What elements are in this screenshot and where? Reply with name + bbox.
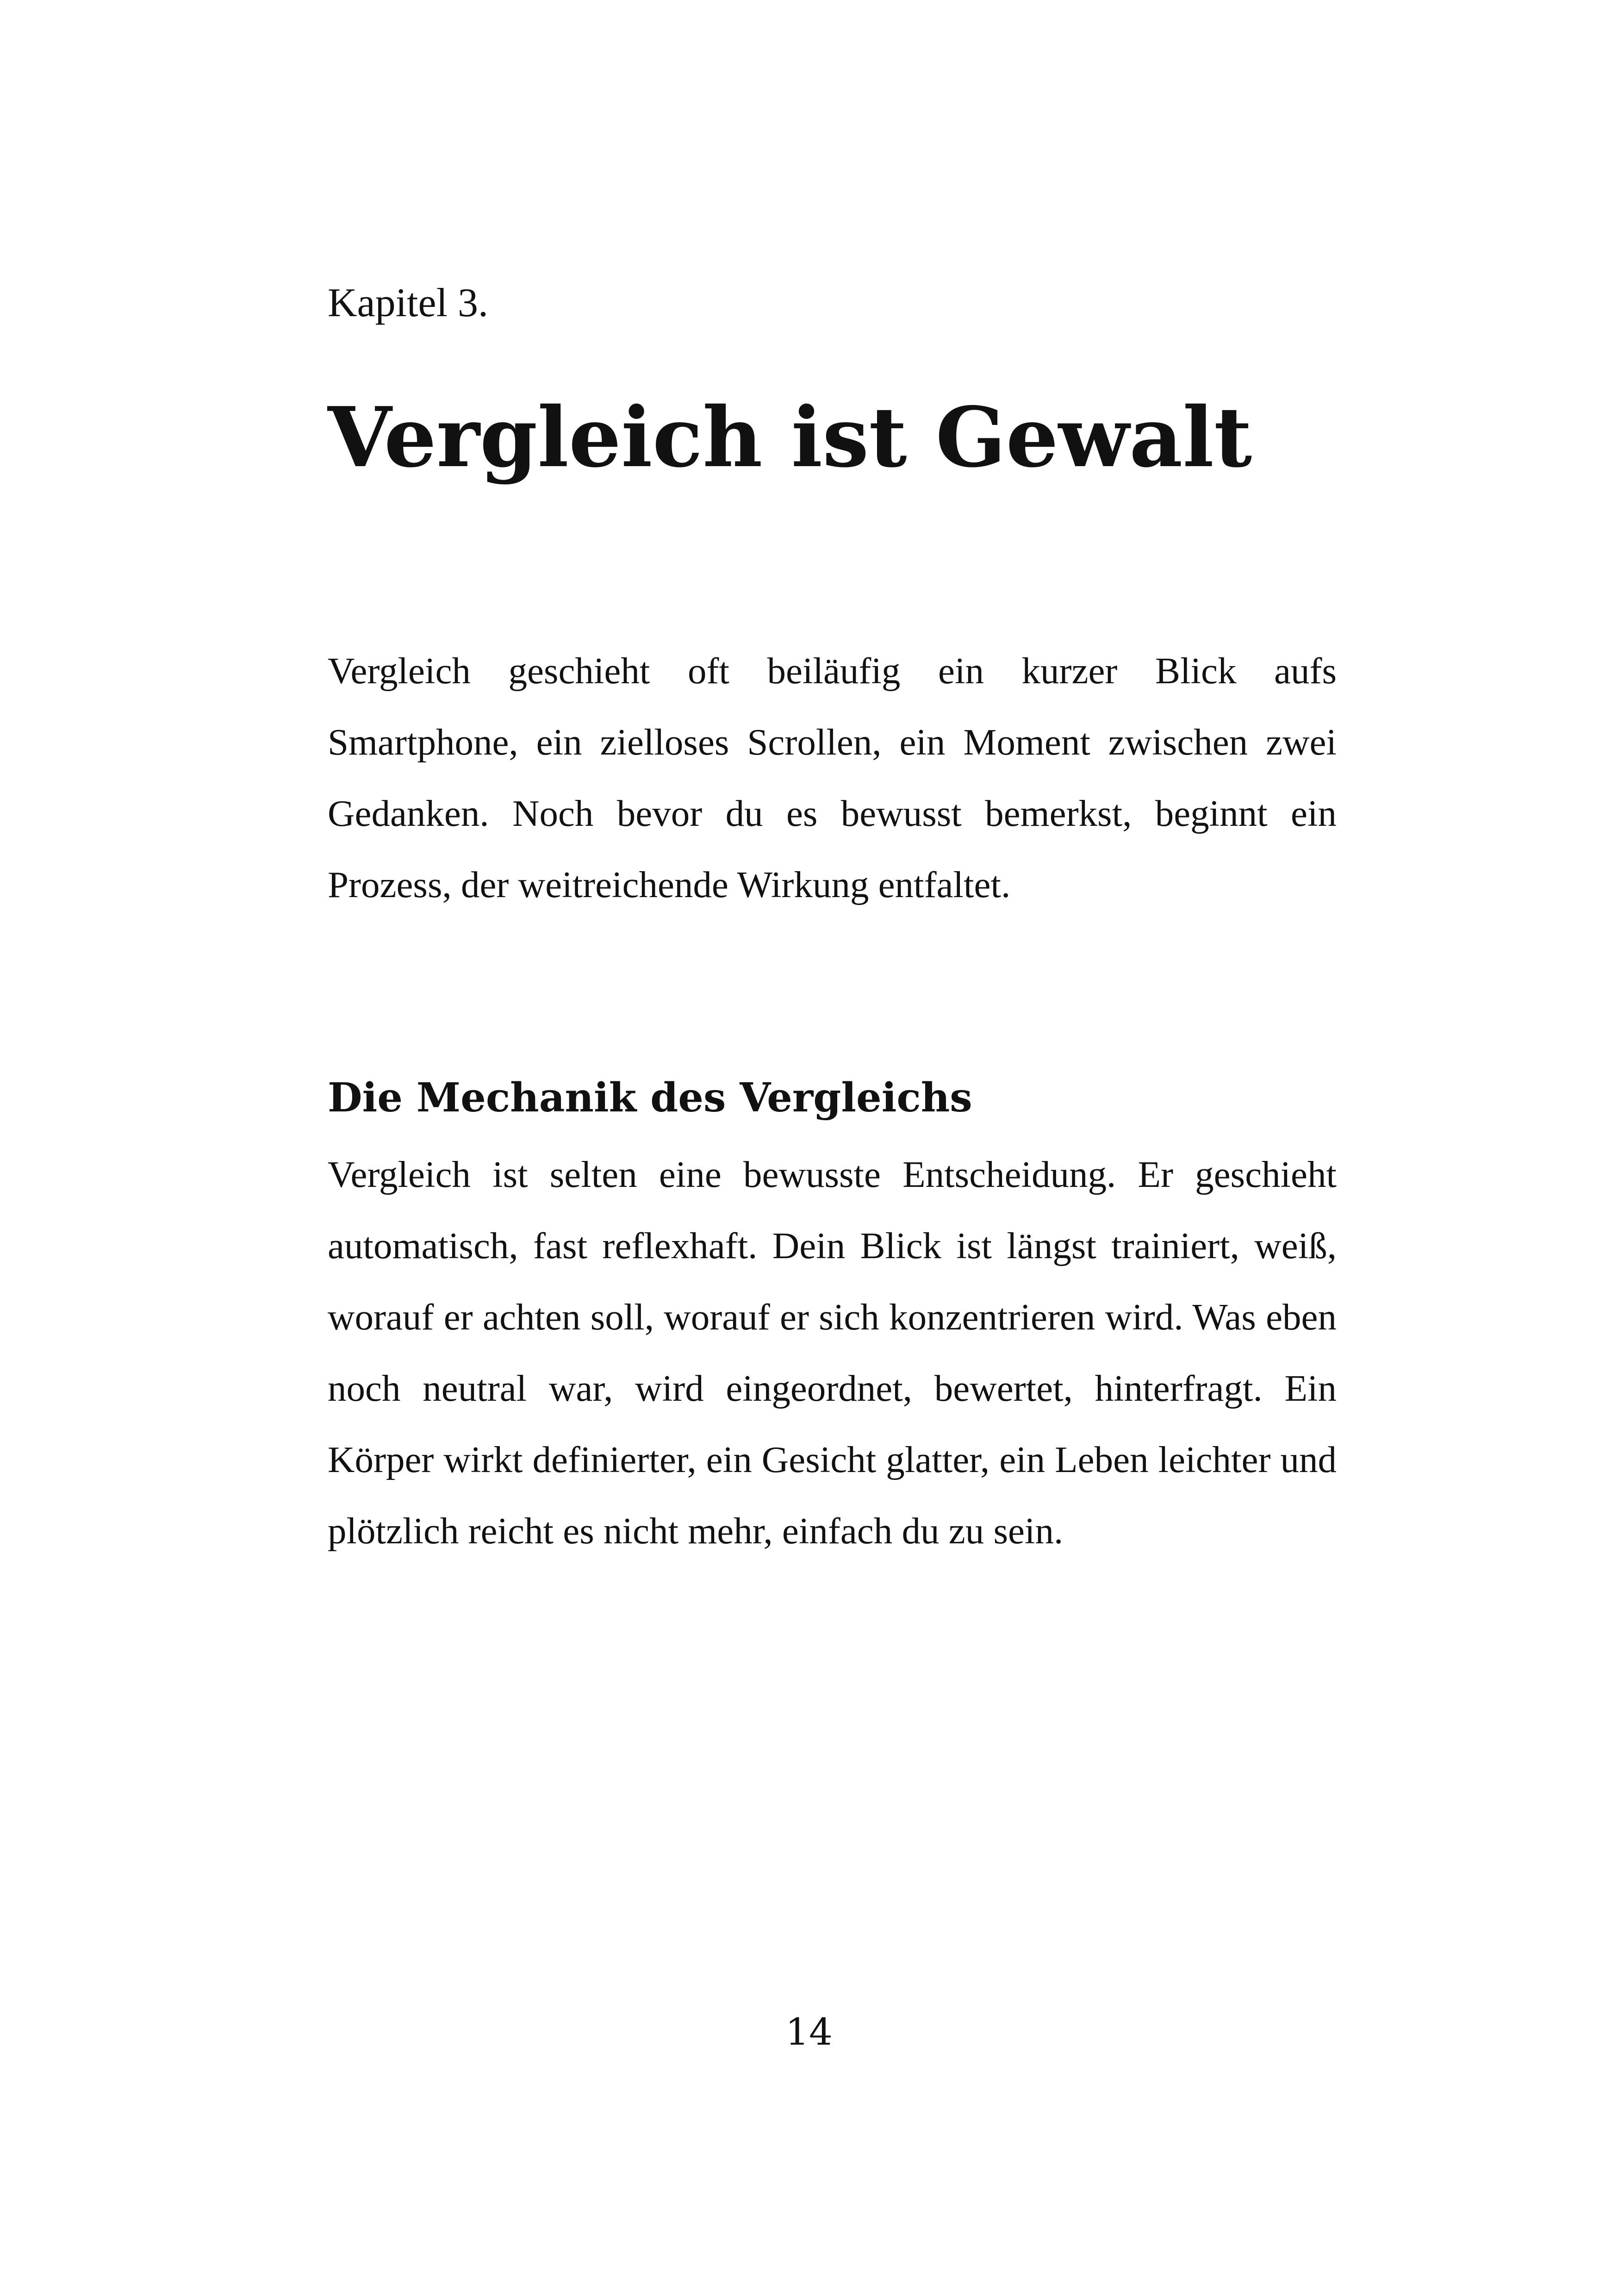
section-paragraph: Vergleich ist selten eine bewusste Entscheidung. Er geschieht automatisch, fast reflexhaft. Dein Blick ist längst trainiert, weiß, worauf er achten soll, worauf er sich konzentrieren wird. Was eben noch neutral war, wird eingeordnet, bewertet, hinterfragt. Ein Körper wirkt definierter, ein Gesicht glatter, ein Leben leichter und plötzlich reicht es nicht mehr, einfach du zu sein.: [328, 1154, 1337, 1552]
page-content: [328, 278, 1337, 1566]
page-number: 14: [785, 2010, 833, 2053]
chapter-title: Vergleich ist Gewalt: [328, 389, 1252, 486]
intro-paragraph: Vergleich geschieht oft beiläufig ein kurzer Blick aufs Smartphone, ein zielloses Scrollen, ein Moment zwischen zwei Gedanken. Noch bevor du es bewusst bemerkst, beginnt ein Prozess, der weitreichende Wirkung entfaltet.: [328, 650, 1337, 905]
section-heading: Die Mechanik des Vergleichs: [328, 1074, 972, 1121]
chapter-label: Kapitel 3.: [328, 281, 489, 325]
